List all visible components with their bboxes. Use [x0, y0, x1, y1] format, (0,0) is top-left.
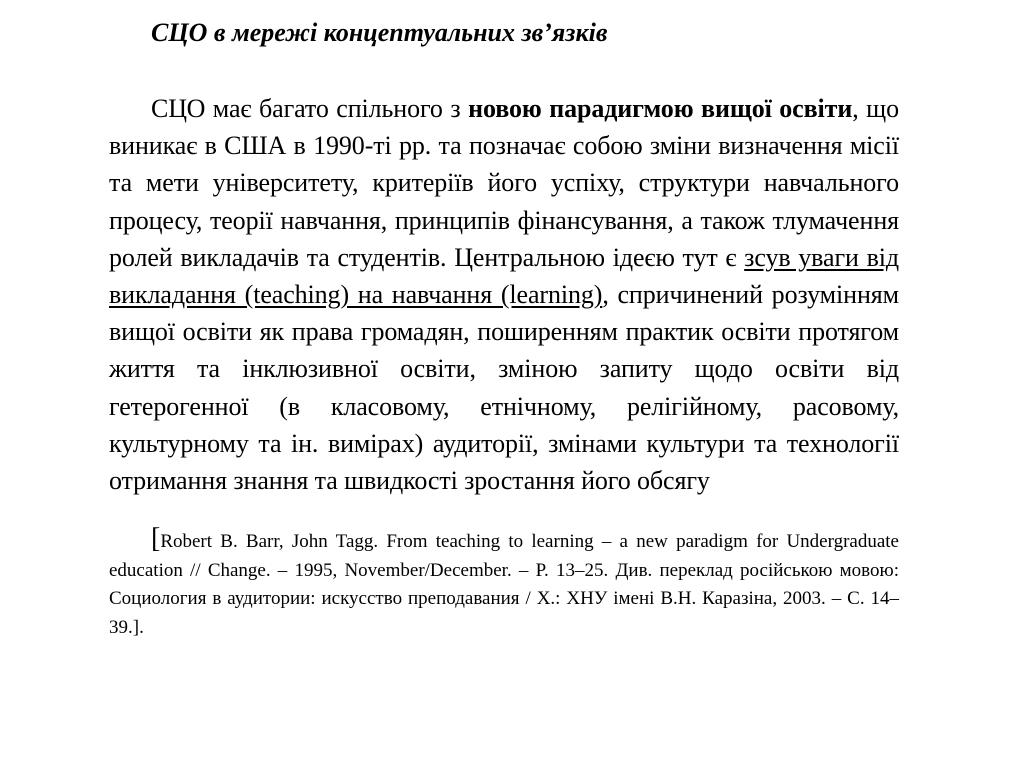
slide-content: [109, 14, 899, 661]
reference-citation: [109, 525, 899, 642]
paragraph-underlined-phrase: зсув уваги від викладання (teaching) на навчання (learning): [109, 242, 899, 310]
paragraph-bold-phrase: новою парадигмою вищої освіти: [468, 94, 853, 123]
reference-open-bracket: [: [151, 523, 161, 555]
reference-text: Robert B. Barr, John Tagg. From teaching to learning – a new paradigm for Undergraduate education // Change. – 1995, November/December. – P. 13–25. Див. переклад російською мовою: Социология в аудитории: искусство преподавания / Х.: ХНУ імені В.Н. Каразіна, 2003. – С. 14–39.].: [109, 531, 899, 638]
slide-title: СЦО в мережі концептуальних зв’язків: [151, 18, 608, 47]
main-paragraph: [109, 90, 899, 499]
paragraph-text-3: , спричинений розумінням вищої освіти як права громадян, поширенням практик освіти протягом життя та інклюзивної освіти, зміною запиту щодо освіти від гетерогенної (в класовому, етнічному, релігійному, расовому, культурному та ін. вимірах) аудиторії, змінами культури та технології отримання знання та швидкості зростання його обсягу: [109, 280, 899, 496]
paragraph-text-2: , що виникає в США в 1990-ті рр. та позначає собою зміни визначення місії та мети університету, критеріїв його успіху, структури навчального процесу, теорії навчання, принципів фінансування, а також тлумачення ролей викладачів та студентів. Центральною ідеєю тут є: [109, 94, 900, 272]
paragraph-text-1: СЦО має багато спільного з: [151, 94, 469, 123]
